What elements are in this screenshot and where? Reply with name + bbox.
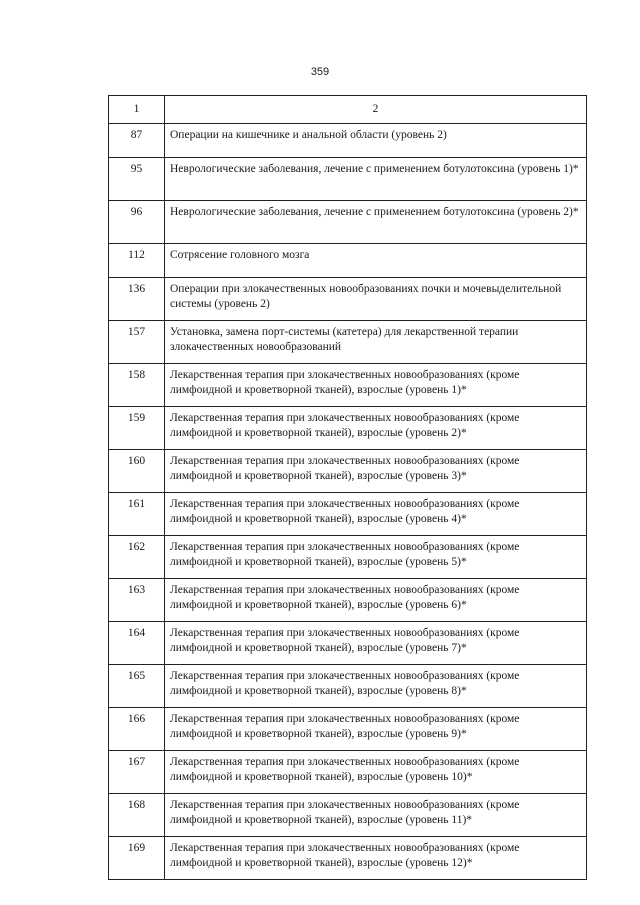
row-code: 164 [109,622,165,665]
row-code: 159 [109,407,165,450]
table-row [109,364,587,407]
table-row [109,536,587,579]
table-row [109,244,587,278]
table-row [109,201,587,244]
row-name: Лекарственная терапия при злокачественных новообразованиях (кроме лимфоидной и кроветворной тканей), взрослые (уровень 11)* [165,794,587,837]
row-code: 162 [109,536,165,579]
row-code: 96 [109,201,165,244]
row-name: Неврологические заболевания, лечение с применением ботулотоксина (уровень 2)* [165,201,587,244]
row-name: Лекарственная терапия при злокачественных новообразованиях (кроме лимфоидной и кроветворной тканей), взрослые (уровень 12)* [165,837,587,880]
table-row [109,450,587,493]
row-code: 165 [109,665,165,708]
row-code: 157 [109,321,165,364]
row-name: Неврологические заболевания, лечение с применением ботулотоксина (уровень 1)* [165,158,587,201]
row-name: Лекарственная терапия при злокачественных новообразованиях (кроме лимфоидной и кроветворной тканей), взрослые (уровень 1)* [165,364,587,407]
table-row [109,158,587,201]
table-row [109,708,587,751]
table-row [109,407,587,450]
row-name: Лекарственная терапия при злокачественных новообразованиях (кроме лимфоидной и кроветворной тканей), взрослые (уровень 6)* [165,579,587,622]
table-row [109,278,587,321]
table-row [109,837,587,880]
column-header-code: 1 [109,96,165,124]
row-name: Лекарственная терапия при злокачественных новообразованиях (кроме лимфоидной и кроветворной тканей), взрослые (уровень 8)* [165,665,587,708]
table-header-row [109,96,587,124]
table-row [109,493,587,536]
row-code: 158 [109,364,165,407]
row-code: 160 [109,450,165,493]
row-code: 166 [109,708,165,751]
row-name: Лекарственная терапия при злокачественных новообразованиях (кроме лимфоидной и кроветворной тканей), взрослые (уровень 7)* [165,622,587,665]
column-header-name: 2 [165,96,587,124]
row-code: 112 [109,244,165,278]
row-code: 163 [109,579,165,622]
row-name: Лекарственная терапия при злокачественных новообразованиях (кроме лимфоидной и кроветворной тканей), взрослые (уровень 3)* [165,450,587,493]
table-row [109,579,587,622]
row-name: Лекарственная терапия при злокачественных новообразованиях (кроме лимфоидной и кроветворной тканей), взрослые (уровень 2)* [165,407,587,450]
row-name: Лекарственная терапия при злокачественных новообразованиях (кроме лимфоидной и кроветворной тканей), взрослые (уровень 4)* [165,493,587,536]
table-row [109,794,587,837]
table-row [109,665,587,708]
row-code: 167 [109,751,165,794]
table-row [109,124,587,158]
table-row [109,751,587,794]
row-code: 136 [109,278,165,321]
row-name: Лекарственная терапия при злокачественных новообразованиях (кроме лимфоидной и кроветворной тканей), взрослые (уровень 10)* [165,751,587,794]
row-name: Сотрясение головного мозга [165,244,587,278]
row-name: Операции при злокачественных новообразованиях почки и мочевыделительной системы (уровень 2) [165,278,587,321]
row-name: Лекарственная терапия при злокачественных новообразованиях (кроме лимфоидной и кроветворной тканей), взрослые (уровень 9)* [165,708,587,751]
row-code: 168 [109,794,165,837]
table-row [109,321,587,364]
row-code: 87 [109,124,165,158]
row-name: Операции на кишечнике и анальной области (уровень 2) [165,124,587,158]
table-row [109,622,587,665]
row-code: 161 [109,493,165,536]
row-name: Установка, замена порт-системы (катетера) для лекарственной терапии злокачественных новообразований [165,321,587,364]
row-code: 95 [109,158,165,201]
page-number: 359 [310,66,330,78]
row-code: 169 [109,837,165,880]
row-name: Лекарственная терапия при злокачественных новообразованиях (кроме лимфоидной и кроветворной тканей), взрослые (уровень 5)* [165,536,587,579]
ksg-table [108,95,587,880]
